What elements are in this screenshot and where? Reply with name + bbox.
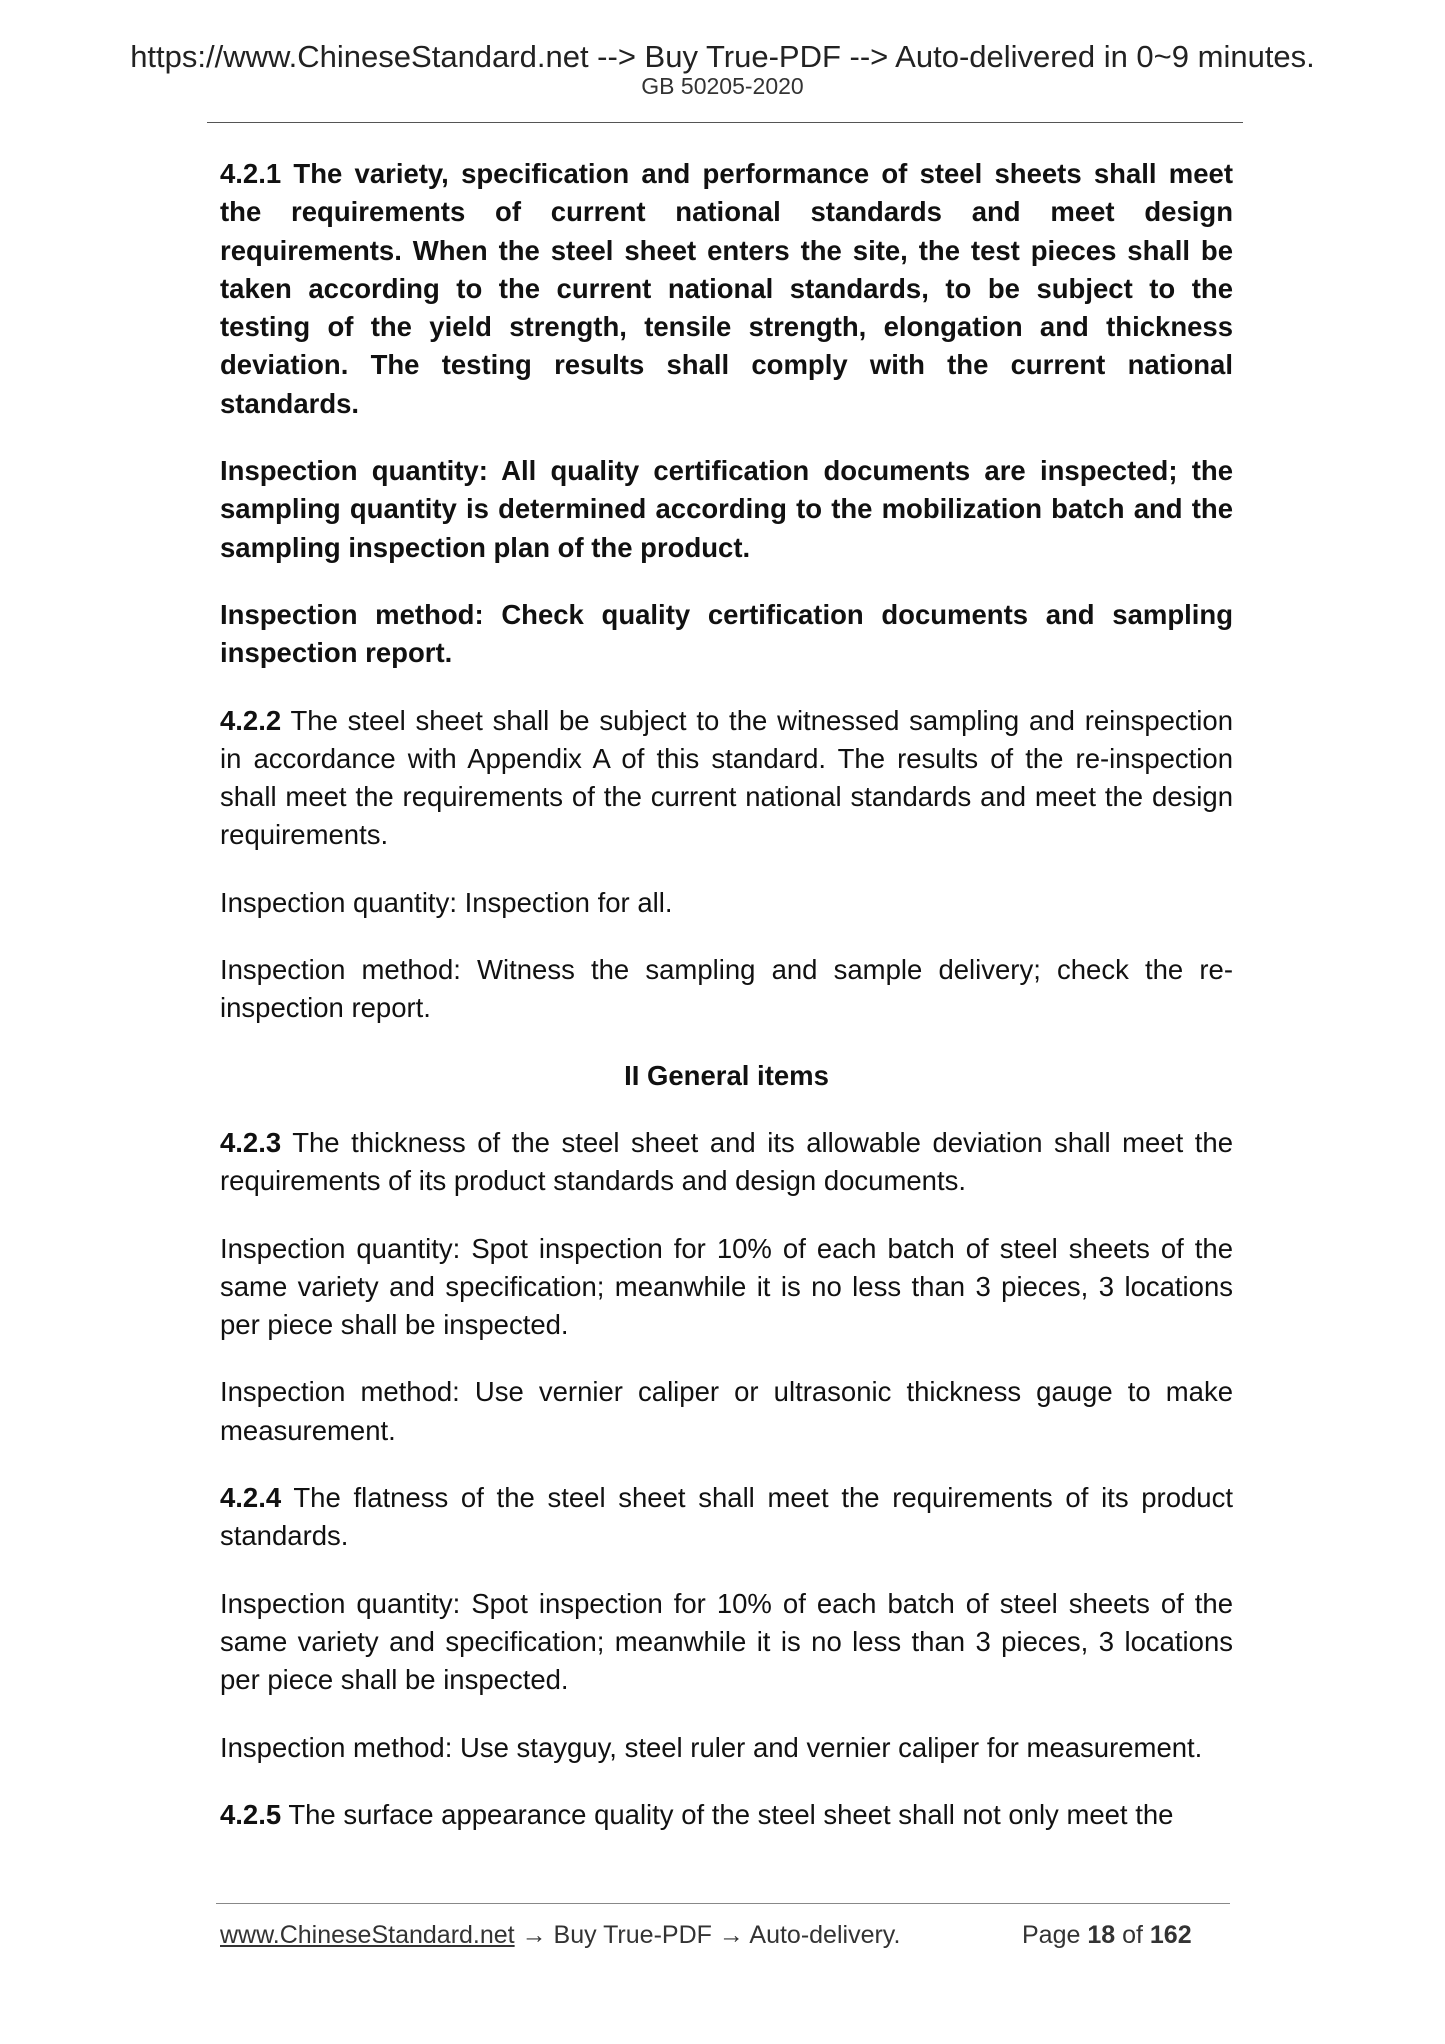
footer-promo	[220, 1920, 900, 1950]
header-divider	[207, 122, 1243, 123]
page-content	[220, 155, 1233, 1863]
clause-number: 4.2.3	[220, 1126, 282, 1158]
clause-4-2-4	[220, 1479, 1233, 1556]
clause-4-2-2-inspection-quantity: Inspection quantity: Inspection for all.	[220, 886, 673, 918]
document-code: GB 50205-2020	[641, 73, 804, 99]
clause-4-2-1: 4.2.1 The variety, specification and performance of steel sheets shall meet the requirements of current national standards and meet design requirements. When the steel sheet enters the site, the test pieces shall be taken according to the current national standards, to be subject to the testing of the yield strength, tensile strength, elongation and thickness deviation. The testing results shall comply with the current national standards.	[220, 158, 1233, 419]
clause-4-2-4-inspection-method: Inspection method: Use stayguy, steel ruler and vernier caliper for measurement.	[220, 1731, 1203, 1763]
footer-divider	[216, 1903, 1230, 1904]
clause-4-2-3-inspection-quantity: Inspection quantity: Spot inspection for 10% of each batch of steel sheets of the same variety and specification; meanwhile it is no less than 3 pieces, 3 locations per piece shall be inspected.	[220, 1232, 1233, 1341]
clause-number: 4.2.4	[220, 1482, 282, 1514]
page-label: Page	[1022, 1921, 1088, 1949]
clause-4-2-2-inspection-method: Inspection method: Witness the sampling and sample delivery; check the re-inspection report.	[220, 954, 1233, 1024]
clause-number: 4.2.5	[220, 1798, 282, 1830]
top-banner-link[interactable]: https://www.ChineseStandard.net --> Buy True-PDF --> Auto-delivered in 0~9 minutes.	[130, 39, 1315, 74]
clause-text: The flatness of the steel sheet shall meet the requirements of its product standards.	[220, 1482, 1233, 1552]
clause-4-2-2	[220, 702, 1233, 855]
footer-promo-text: → Buy True-PDF → Auto-delivery.	[514, 1921, 901, 1949]
section-heading: II General items	[624, 1059, 829, 1091]
clause-4-2-4-inspection-quantity: Inspection quantity: Spot inspection for 10% of each batch of steel sheets of the same variety and specification; meanwhile it is no less than 3 pieces, 3 locations per piece shall be inspected.	[220, 1587, 1233, 1696]
clause-text: The surface appearance quality of the steel sheet shall not only meet the	[281, 1798, 1174, 1830]
footer-site-link[interactable]: www.ChineseStandard.net	[220, 1921, 515, 1949]
clause-number: 4.2.2	[220, 704, 282, 736]
clause-text: The thickness of the steel sheet and its allowable deviation shall meet the requirements of its product standards and design documents.	[220, 1126, 1233, 1197]
page-indicator	[1022, 1920, 1192, 1950]
clause-4-2-3-inspection-method: Inspection method: Use vernier caliper or ultrasonic thickness gauge to make measurement.	[220, 1376, 1233, 1446]
total-page-count: 162	[1149, 1921, 1192, 1949]
clause-4-2-3	[220, 1124, 1233, 1201]
of-label: of	[1115, 1921, 1150, 1949]
clause-4-2-5	[220, 1796, 1233, 1834]
clause-text: The steel sheet shall be subject to the witnessed sampling and reinspection in accordance with Appendix A of this standard. The results of the re-inspection shall meet the requirements of the current national standards and meet the design requirements.	[220, 704, 1233, 851]
clause-4-2-1-inspection-method: Inspection method: Check quality certification documents and sampling inspection report.	[220, 598, 1233, 669]
current-page-number: 18	[1087, 1921, 1116, 1949]
clause-4-2-1-inspection-quantity: Inspection quantity: All quality certification documents are inspected; the sampling quantity is determined according to the mobilization batch and the sampling inspection plan of the product.	[220, 455, 1233, 563]
